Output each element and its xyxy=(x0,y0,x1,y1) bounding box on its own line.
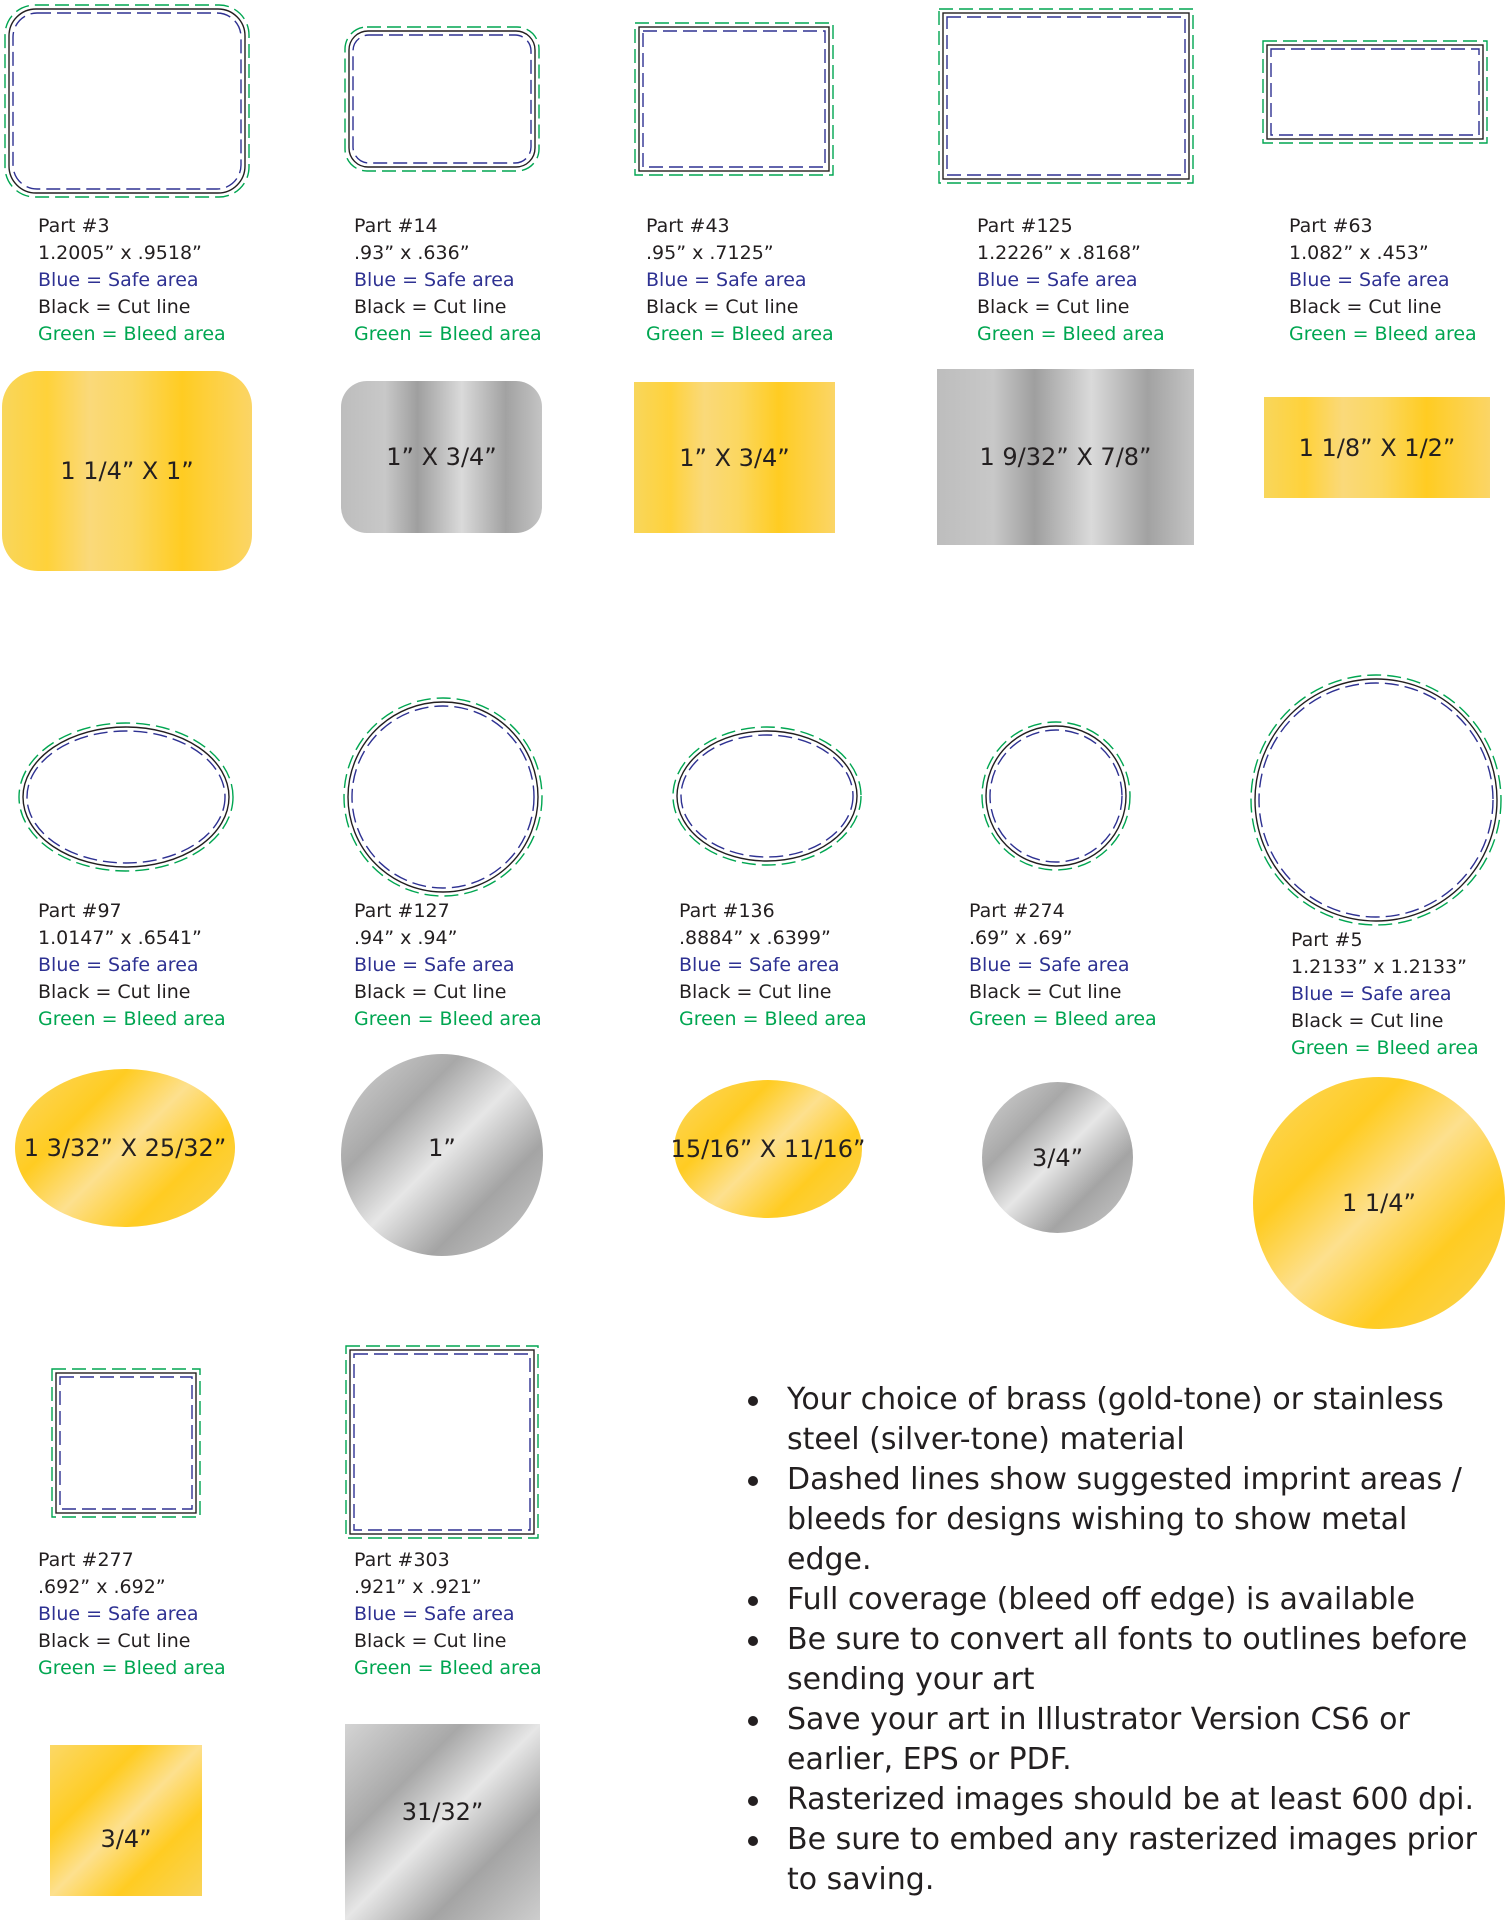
part-info-14 xyxy=(354,213,542,348)
template-part-277 xyxy=(51,1368,201,1518)
template-part-63 xyxy=(1262,40,1488,144)
legend-bleed: Green = Bleed area xyxy=(646,323,834,345)
plate-swatch-silver xyxy=(345,1724,540,1920)
part-number: Part #136 xyxy=(679,900,775,922)
part-dimensions: .93” x .636” xyxy=(354,242,470,264)
plate-swatch-gold xyxy=(670,1080,866,1218)
part-dimensions: .692” x .692” xyxy=(38,1576,166,1598)
template-part-97 xyxy=(18,722,234,872)
note-item xyxy=(742,1580,1482,1620)
part-dimensions: .69” x .69” xyxy=(969,927,1073,949)
legend-bleed: Green = Bleed area xyxy=(1291,1037,1479,1059)
legend-bleed: Green = Bleed area xyxy=(38,323,226,345)
plate-swatch-gold xyxy=(1264,397,1490,498)
bullet-icon xyxy=(748,1396,758,1406)
plate-size-label: 1 9/32” X 7/8” xyxy=(979,443,1152,471)
template-part-136 xyxy=(672,726,862,866)
note-text: Your choice of brass (gold-tone) or stainless steel (silver-tone) material xyxy=(787,1382,1444,1457)
template-part-5 xyxy=(1250,674,1502,926)
legend-bleed: Green = Bleed area xyxy=(969,1008,1157,1030)
plate-size-label: 1 1/4” X 1” xyxy=(60,457,194,485)
legend-cut: Black = Cut line xyxy=(38,1630,191,1652)
legend-safe: Blue = Safe area xyxy=(354,954,515,976)
part-number: Part #97 xyxy=(38,900,122,922)
part-dimensions: 1.2226” x .8168” xyxy=(977,242,1141,264)
plate-swatch-gold xyxy=(15,1069,235,1227)
legend-safe: Blue = Safe area xyxy=(1291,983,1452,1005)
legend-safe: Blue = Safe area xyxy=(38,954,199,976)
notes-list xyxy=(742,1380,1482,1900)
bullet-icon xyxy=(748,1836,758,1846)
part-number: Part #303 xyxy=(354,1549,450,1571)
note-text: Be sure to convert all fonts to outlines before sending your art xyxy=(787,1622,1468,1697)
plate-size-label: 1” X 3/4” xyxy=(386,443,497,471)
plate-swatch-gold xyxy=(2,371,252,571)
legend-bleed: Green = Bleed area xyxy=(354,1008,542,1030)
plate-swatch-gold xyxy=(1253,1077,1505,1329)
note-text: Be sure to embed any rasterized images prior to saving. xyxy=(787,1822,1478,1897)
note-text: Dashed lines show suggested imprint areas / bleeds for designs wishing to show metal edge. xyxy=(787,1462,1462,1577)
legend-safe: Blue = Safe area xyxy=(38,1603,199,1625)
part-info-3 xyxy=(38,213,226,348)
part-dimensions: .921” x .921” xyxy=(354,1576,482,1598)
plate-swatch-silver xyxy=(341,1054,543,1256)
part-info-43 xyxy=(646,213,834,348)
part-info-5 xyxy=(1291,927,1479,1062)
part-info-277 xyxy=(38,1547,226,1682)
note-text: Rasterized images should be at least 600 dpi. xyxy=(787,1782,1474,1817)
part-number: Part #43 xyxy=(646,215,730,237)
plate-size-label: 1” X 3/4” xyxy=(679,443,790,472)
part-info-136 xyxy=(679,898,867,1033)
part-number: Part #63 xyxy=(1289,215,1373,237)
legend-bleed: Green = Bleed area xyxy=(38,1008,226,1030)
part-number: Part #125 xyxy=(977,215,1073,237)
part-number: Part #274 xyxy=(969,900,1065,922)
plate-size-label: 1” xyxy=(428,1134,456,1162)
template-part-43 xyxy=(634,22,834,176)
note-item xyxy=(742,1460,1482,1580)
note-item xyxy=(742,1620,1482,1700)
note-item xyxy=(742,1780,1482,1820)
part-dimensions: 1.0147” x .6541” xyxy=(38,927,202,949)
plate-size-label: 1 1/4” xyxy=(1342,1189,1416,1217)
legend-bleed: Green = Bleed area xyxy=(1289,323,1477,345)
plate-size-label: 1 3/32” X 25/32” xyxy=(23,1134,227,1162)
part-number: Part #14 xyxy=(354,215,438,237)
bullet-icon xyxy=(748,1796,758,1806)
part-number: Part #5 xyxy=(1291,929,1363,951)
plate-size-label: 3/4” xyxy=(100,1824,152,1853)
bullet-icon xyxy=(748,1596,758,1606)
part-info-303 xyxy=(354,1547,542,1682)
legend-cut: Black = Cut line xyxy=(354,981,507,1003)
legend-safe: Blue = Safe area xyxy=(38,269,199,291)
legend-bleed: Green = Bleed area xyxy=(679,1008,867,1030)
part-info-63 xyxy=(1289,213,1477,348)
template-part-3 xyxy=(4,4,250,198)
legend-safe: Blue = Safe area xyxy=(354,269,515,291)
bullet-icon xyxy=(748,1476,758,1486)
legend-bleed: Green = Bleed area xyxy=(354,323,542,345)
legend-cut: Black = Cut line xyxy=(38,296,191,318)
part-info-127 xyxy=(354,898,542,1033)
legend-cut: Black = Cut line xyxy=(977,296,1130,318)
note-item xyxy=(742,1820,1482,1900)
note-item xyxy=(742,1700,1482,1780)
plate-swatch-silver xyxy=(982,1082,1133,1233)
legend-safe: Blue = Safe area xyxy=(679,954,840,976)
part-dimensions: 1.082” x .453” xyxy=(1289,242,1429,264)
part-number: Part #3 xyxy=(38,215,110,237)
legend-bleed: Green = Bleed area xyxy=(977,323,1165,345)
plate-size-label: 15/16” X 11/16” xyxy=(670,1135,866,1163)
part-dimensions: .94” x .94” xyxy=(354,927,458,949)
part-dimensions: .8884” x .6399” xyxy=(679,927,831,949)
legend-cut: Black = Cut line xyxy=(679,981,832,1003)
part-info-125 xyxy=(977,213,1165,348)
plate-swatch-gold xyxy=(634,382,835,533)
legend-safe: Blue = Safe area xyxy=(646,269,807,291)
legend-cut: Black = Cut line xyxy=(354,296,507,318)
bullet-icon xyxy=(748,1636,758,1646)
plate-swatch-silver xyxy=(341,381,542,533)
template-part-127 xyxy=(343,697,543,897)
legend-safe: Blue = Safe area xyxy=(977,269,1138,291)
legend-cut: Black = Cut line xyxy=(354,1630,507,1652)
plate-size-label: 3/4” xyxy=(1031,1143,1084,1172)
legend-safe: Blue = Safe area xyxy=(969,954,1130,976)
legend-safe: Blue = Safe area xyxy=(354,1603,515,1625)
part-info-274 xyxy=(969,898,1157,1033)
legend-cut: Black = Cut line xyxy=(969,981,1122,1003)
plate-size-label: 31/32” xyxy=(401,1798,484,1826)
part-number: Part #127 xyxy=(354,900,450,922)
template-part-14 xyxy=(344,26,540,172)
legend-cut: Black = Cut line xyxy=(646,296,799,318)
note-item xyxy=(742,1380,1482,1460)
part-number: Part #277 xyxy=(38,1549,134,1571)
template-part-125 xyxy=(938,8,1194,184)
legend-cut: Black = Cut line xyxy=(38,981,191,1003)
legend-bleed: Green = Bleed area xyxy=(38,1657,226,1679)
part-dimensions: .95” x .7125” xyxy=(646,242,774,264)
plate-swatch-gold xyxy=(50,1745,202,1896)
bullet-icon xyxy=(748,1716,758,1726)
template-part-274 xyxy=(981,721,1131,871)
note-text: Save your art in Illustrator Version CS6 or earlier, EPS or PDF. xyxy=(787,1702,1410,1777)
legend-cut: Black = Cut line xyxy=(1289,296,1442,318)
note-text: Full coverage (bleed off edge) is available xyxy=(787,1582,1415,1617)
part-info-97 xyxy=(38,898,226,1033)
plate-size-label: 1 1/8” X 1/2” xyxy=(1298,433,1456,462)
template-part-303 xyxy=(345,1345,539,1539)
legend-safe: Blue = Safe area xyxy=(1289,269,1450,291)
legend-bleed: Green = Bleed area xyxy=(354,1657,542,1679)
legend-cut: Black = Cut line xyxy=(1291,1010,1444,1032)
plate-swatch-silver xyxy=(937,369,1194,545)
part-dimensions: 1.2005” x .9518” xyxy=(38,242,202,264)
part-dimensions: 1.2133” x 1.2133” xyxy=(1291,956,1467,978)
